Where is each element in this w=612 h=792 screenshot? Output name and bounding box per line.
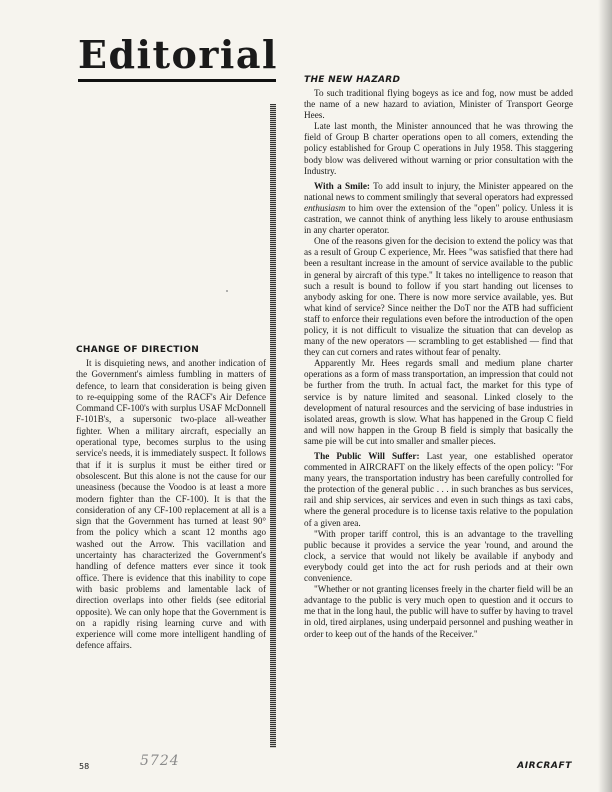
right-column bbox=[304, 75, 573, 640]
paragraph-4: One of the reasons given for the decision to extend the policy was that as a result of Group C experience, Mr. Hees "was satisfied that there had been a resultant increase in the amount of service available to the public in general by aircraft of this type." It takes no intelligence to reason that such a result is bound to follow if you start handing out licenses to anybody asking for one. There is now more service available, yes. But what kind of service? Since neither the DoT nor the ATB had sufficient staff to enforce their regulations even before the introduction of the open policy, it is not difficult to visualize the situation that can develop as many of the new operators — scrambling to get established — find that they can cut corners and rates without fear of penalty. bbox=[304, 236, 573, 358]
paragraph-6-text-a: Last year, one established operator commented in bbox=[304, 451, 573, 473]
handwritten-note: 5724 bbox=[140, 753, 180, 769]
change-of-direction-heading: CHANGE OF DIRECTION bbox=[76, 345, 200, 355]
page-edge-shadow bbox=[598, 0, 612, 792]
paragraph-7: "With proper tariff control, this is an advantage to the travelling public because it provides a service the year 'round, and around the clock, a service that would not likely be available if anybody and everybody could get into the act for rush periods and at their own convenience. bbox=[304, 528, 573, 584]
public-will-suffer-subhead: The Public Will Suffer: bbox=[314, 451, 420, 461]
with-a-smile-subhead: With a Smile: bbox=[314, 180, 370, 191]
paragraph-2: Late last month, the Minister announced that he was throwing the field of Group B charter operations open to all comers, extending the policy established for Group C operations in July 1958. This staggering body blow was delivered without warning or prior consultation with the Industry. bbox=[304, 121, 573, 176]
paragraph-8: "Whether or not granting licenses freely in the charter field will be an advantage to the public is very much open to question and it occurs to me that in the long haul, the public will have to suffer by having to travel in old, tired airplanes, using underpaid personnel and pushing weather in order to keep out of the hands of the Receiver." bbox=[304, 584, 573, 639]
column-divider bbox=[270, 104, 276, 748]
scan-speck bbox=[226, 290, 228, 292]
page-number: 58 bbox=[79, 762, 90, 771]
paragraph-3 bbox=[304, 181, 573, 236]
change-of-direction-paragraph: It is disquieting news, and another indication of the Government's aimless fumbling in matters of defence, to learn that consideration is being given to re-equipping some of the RACF's Air Defence Command CF-100's with surplus USAF McDonnell F-101B's, a supersonic two-place all-weather fighter. When a military aircraft, especially an operational type, becomes surplus to the using service's needs, it is immediately suspect. It follows that if it is surplus it must be either tired or obsolescent. But this alone is not the cause for our uneasiness (because the Voodoo is at least a more modern fighter than the CF-100). It is that the consideration of any CF-100 replacement at all is a sign that the Government has turned at least 90° from the policy which a scant 12 months ago washed out the Arrow. This vacillation and uncertainty has characterized the Government's handling of defence matters ever since it took office. There is evidence that this inability to cope with basic problems and lamentable lack of direction overlaps into other fields (see editorial opposite). We can only hope that the Government is on a rapidly rising learning curve and with experience will come more intelligent handling of defence affairs. bbox=[76, 358, 266, 651]
left-column bbox=[76, 345, 266, 652]
masthead-title: Editorial bbox=[78, 32, 278, 77]
paragraph-3-text-a: To add insult to injury, the Minister appeared on the national news to comment smilingly that several operators had expressed bbox=[304, 180, 574, 202]
paragraph-6-magazine: AIRCRAFT bbox=[359, 462, 405, 473]
magazine-name: AIRCRAFT bbox=[517, 761, 572, 771]
new-hazard-heading: THE NEW HAZARD bbox=[304, 75, 401, 85]
paragraph-1: To such traditional flying bogeys as ice and fog, now must be added the name of a new hazard to aviation, Minister of Transport George Hees. bbox=[304, 88, 573, 121]
paragraph-3-text-b: to him over the extension of the "open" policy. Unless it is castration, we cannot think of anything less likely to arouse enthusiasm in any charter operator. bbox=[304, 202, 573, 236]
masthead-rule bbox=[78, 79, 276, 82]
paragraph-5: Apparently Mr. Hees regards small and medium plane charter operations as a form of mass transportation, an impression that could not be further from the truth. In actual fact, the market for this type of service is by nature limited and seasonal. Linked closely to the development of natural resources and the servicing of base industries in isolated areas, growth is slow. What has happened in the Group C field and will now happen in the Group B field is simply that basically the same pie will be cut into smaller and smaller pieces. bbox=[304, 358, 573, 446]
paragraph-6 bbox=[304, 451, 573, 529]
paragraph-3-emphasis: enthusiasm bbox=[304, 202, 346, 213]
paragraph-6-text-b: on the likely effects of the open policy: "For many years, the transportation industry has been carefully controlled for the protection of the general public . . . in such branches as bus services, rail and ship services, air services and even in such things as taxi cabs, where the general procedure is to license taxis relative to the population of a given area. bbox=[304, 462, 573, 528]
